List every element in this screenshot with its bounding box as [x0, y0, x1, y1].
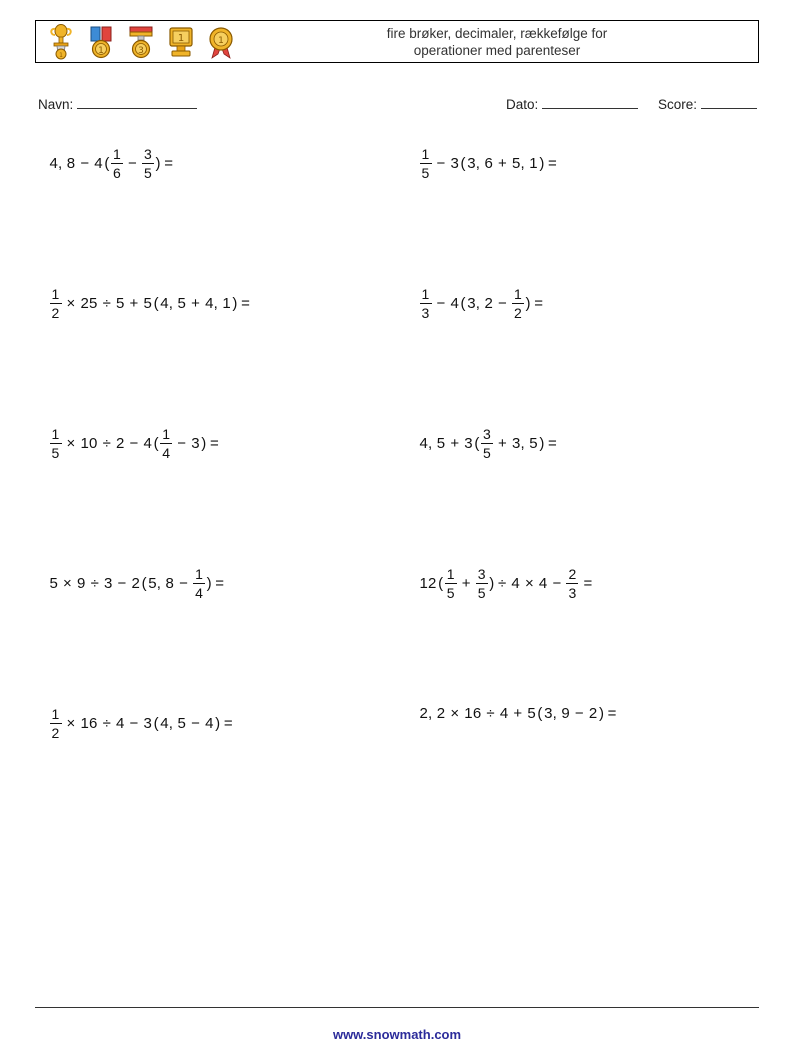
fraction	[50, 706, 62, 741]
problem-item	[48, 146, 177, 181]
fraction-bar	[160, 443, 172, 444]
fraction	[566, 566, 578, 601]
parenthesis: (	[153, 295, 159, 313]
fraction	[50, 426, 62, 461]
fraction-denominator: 3	[568, 585, 577, 602]
parenthesis: )	[525, 295, 531, 313]
problem-row	[0, 280, 794, 420]
parenthesis: )	[215, 715, 221, 733]
fraction-numerator: 1	[421, 286, 430, 302]
operator: ×	[66, 435, 76, 453]
page-title-line-2: operationer med parenteser	[413, 42, 581, 58]
operator: =	[607, 705, 617, 722]
operator: =	[583, 575, 593, 593]
problem-row	[0, 420, 794, 560]
operator: =	[548, 155, 558, 173]
operator: =	[241, 295, 251, 313]
operator: =	[223, 715, 233, 733]
date-field-group	[506, 96, 638, 112]
problem-item	[48, 286, 254, 321]
number: 4	[94, 155, 103, 173]
number: 5, 8	[148, 575, 175, 593]
fraction-bar	[50, 303, 62, 304]
fraction-bar	[50, 723, 62, 724]
name-input-line[interactable]	[77, 96, 197, 109]
number: 2	[588, 705, 598, 722]
problem-row	[0, 560, 794, 700]
operator: ×	[524, 575, 534, 593]
trophy-medal-icon	[44, 24, 78, 60]
fraction-denominator: 2	[51, 725, 60, 742]
problem-item	[48, 706, 236, 741]
page-title-line-1: fire brøker, decimaler, rækkefølge for	[386, 25, 608, 41]
score-input-line[interactable]	[701, 96, 757, 109]
parenthesis: )	[232, 295, 238, 313]
parenthesis: (	[474, 435, 480, 453]
operator: −	[129, 715, 139, 733]
fraction-denominator: 2	[51, 305, 60, 322]
parenthesis: )	[206, 575, 212, 593]
fraction-denominator: 4	[162, 445, 171, 462]
problem-item	[418, 566, 596, 601]
fraction-bar	[566, 583, 578, 584]
number: 4	[538, 575, 548, 593]
score-field-group	[658, 96, 757, 112]
fraction	[142, 146, 154, 181]
svg-text:3: 3	[138, 45, 144, 56]
fraction	[481, 426, 493, 461]
operator: ÷	[497, 575, 507, 593]
operator: −	[436, 295, 446, 313]
fraction-bar	[476, 583, 488, 584]
operator: −	[129, 435, 139, 453]
fraction-numerator: 1	[162, 426, 171, 442]
math-expression	[48, 566, 228, 601]
fraction	[193, 566, 205, 601]
number: 4, 8	[49, 155, 76, 173]
number: 4	[450, 295, 460, 313]
number: 3	[143, 715, 153, 733]
operator: ×	[66, 715, 76, 733]
fraction-denominator: 3	[421, 305, 430, 322]
date-input-line[interactable]	[542, 96, 638, 109]
fraction-bar	[111, 163, 123, 164]
operator: ÷	[486, 705, 495, 722]
fraction-numerator: 2	[568, 566, 577, 582]
svg-text:1: 1	[59, 51, 63, 59]
fraction-denominator: 4	[195, 585, 204, 602]
math-expression	[418, 286, 547, 321]
operator: −	[117, 575, 127, 593]
fraction-numerator: 1	[51, 426, 60, 442]
operator: ÷	[102, 435, 111, 453]
fraction	[512, 286, 524, 321]
operator: =	[164, 155, 174, 173]
medal-3-icon	[124, 24, 158, 60]
problem-item	[418, 426, 561, 461]
number: 16	[80, 715, 98, 733]
operator: ×	[66, 295, 76, 313]
math-expression	[48, 146, 177, 181]
fraction-bar	[481, 443, 493, 444]
parenthesis: (	[460, 295, 466, 313]
name-field-group	[38, 96, 197, 112]
number: 16	[464, 705, 482, 722]
number: 4, 5	[160, 295, 187, 313]
score-label: Score:	[658, 97, 698, 112]
fraction-denominator: 5	[477, 585, 486, 602]
parenthesis: (	[537, 705, 543, 722]
problem-row	[0, 140, 794, 280]
number: 4	[143, 435, 153, 453]
operator: −	[574, 705, 584, 722]
parenthesis: )	[539, 155, 545, 173]
number: 12	[419, 575, 437, 593]
operator: −	[128, 155, 138, 173]
number: 2	[131, 575, 141, 593]
number: 3, 9	[544, 705, 570, 722]
fraction-denominator: 5	[446, 585, 455, 602]
fraction-numerator: 3	[477, 566, 486, 582]
fraction-numerator: 1	[446, 566, 455, 582]
parenthesis: )	[598, 705, 605, 722]
parenthesis: (	[104, 155, 110, 173]
fraction-numerator: 1	[51, 706, 60, 722]
fraction-numerator: 3	[144, 146, 153, 162]
fraction	[476, 566, 488, 601]
fraction-numerator: 1	[113, 146, 122, 162]
math-expression	[48, 426, 222, 461]
fraction-bar	[445, 583, 457, 584]
trophy-1-icon	[164, 24, 198, 60]
number: 5	[527, 705, 536, 722]
number: 5	[116, 295, 125, 313]
fraction-bar	[142, 163, 154, 164]
operator: ÷	[102, 295, 111, 313]
operator: ×	[63, 575, 73, 593]
svg-text:1: 1	[98, 45, 104, 56]
math-expression	[418, 566, 596, 601]
operator: +	[191, 295, 201, 313]
number: 3	[464, 435, 473, 453]
operator: +	[461, 575, 471, 593]
operator: −	[498, 295, 508, 313]
number: 4, 5	[419, 435, 446, 453]
fraction-denominator: 5	[483, 445, 492, 462]
operator: +	[450, 435, 460, 453]
problem-item	[48, 426, 222, 461]
number: 4	[499, 705, 509, 722]
svg-text:1: 1	[218, 35, 224, 46]
number: 2, 2	[419, 705, 446, 722]
number: 2	[116, 435, 125, 453]
operator: −	[436, 155, 446, 173]
number: 10	[80, 435, 98, 453]
student-info-row	[38, 96, 768, 116]
rosette-1-icon	[204, 24, 238, 60]
parenthesis: (	[460, 155, 466, 173]
operator: −	[80, 155, 90, 173]
number: 9	[77, 575, 86, 593]
operator: =	[215, 575, 225, 593]
number: 3	[104, 575, 113, 593]
fraction-numerator: 1	[195, 566, 204, 582]
operator: ×	[450, 705, 460, 722]
number: 3	[191, 435, 200, 453]
operator: −	[191, 715, 201, 733]
problem-row	[0, 700, 794, 840]
problem-item	[418, 286, 547, 321]
svg-text:1: 1	[177, 32, 185, 44]
problem-grid	[0, 140, 794, 840]
number: 25	[80, 295, 98, 313]
parenthesis: (	[438, 575, 444, 593]
problem-item	[418, 706, 620, 721]
medal-icon-group	[36, 21, 250, 62]
operator: −	[179, 575, 189, 593]
fraction	[160, 426, 172, 461]
problem-item	[418, 146, 561, 181]
number: 4	[511, 575, 520, 593]
fraction	[445, 566, 457, 601]
footer-site-label: www.snowmath.com	[332, 1027, 462, 1042]
operator: ÷	[90, 575, 99, 593]
number: 3, 2	[467, 295, 494, 313]
number: 4, 1	[205, 295, 231, 313]
fraction-numerator: 3	[483, 426, 492, 442]
number: 5	[49, 575, 59, 593]
date-label: Dato:	[506, 97, 539, 112]
fraction-denominator: 5	[144, 165, 153, 182]
parenthesis: (	[153, 715, 159, 733]
number: 4	[116, 715, 125, 733]
fraction-denominator: 5	[421, 165, 430, 182]
fraction-bar	[50, 443, 62, 444]
fraction-denominator: 6	[113, 165, 122, 182]
operator: =	[548, 435, 558, 453]
number: 4, 5	[160, 715, 187, 733]
operator: ÷	[102, 715, 111, 733]
parenthesis: )	[489, 575, 495, 593]
number: 4	[205, 715, 214, 733]
fraction-bar	[193, 583, 205, 584]
math-expression	[418, 426, 561, 461]
parenthesis: )	[155, 155, 161, 173]
fraction-numerator: 1	[514, 286, 523, 302]
parenthesis: )	[201, 435, 207, 453]
fraction-bar	[512, 303, 524, 304]
fraction	[420, 286, 432, 321]
operator: =	[209, 435, 219, 453]
name-label: Navn:	[38, 97, 74, 112]
operator: −	[177, 435, 187, 453]
operator: =	[534, 295, 544, 313]
page-title	[250, 21, 758, 62]
number: 5	[143, 295, 153, 313]
fraction	[420, 146, 432, 181]
parenthesis: (	[141, 575, 147, 593]
worksheet-header	[35, 20, 759, 63]
number: 3	[450, 155, 460, 173]
math-expression	[418, 706, 620, 721]
fraction-numerator: 1	[421, 146, 430, 162]
math-expression	[48, 286, 254, 321]
number: 3, 6	[467, 155, 494, 173]
operator: +	[498, 155, 508, 173]
operator: +	[129, 295, 139, 313]
operator: −	[552, 575, 562, 593]
fraction-bar	[420, 303, 432, 304]
number: 3, 5	[512, 435, 538, 453]
fraction	[50, 286, 62, 321]
operator: +	[498, 435, 508, 453]
fraction-denominator: 2	[514, 305, 523, 322]
math-expression	[48, 706, 236, 741]
fraction-numerator: 1	[51, 286, 60, 302]
fraction-bar	[420, 163, 432, 164]
medal-1-icon	[84, 24, 118, 60]
problem-item	[48, 566, 228, 601]
footer-divider	[35, 1007, 759, 1008]
operator: +	[513, 705, 523, 722]
fraction-denominator: 5	[51, 445, 60, 462]
math-expression	[418, 146, 561, 181]
parenthesis: )	[539, 435, 545, 453]
number: 5, 1	[512, 155, 538, 173]
parenthesis: (	[153, 435, 159, 453]
fraction	[111, 146, 123, 181]
